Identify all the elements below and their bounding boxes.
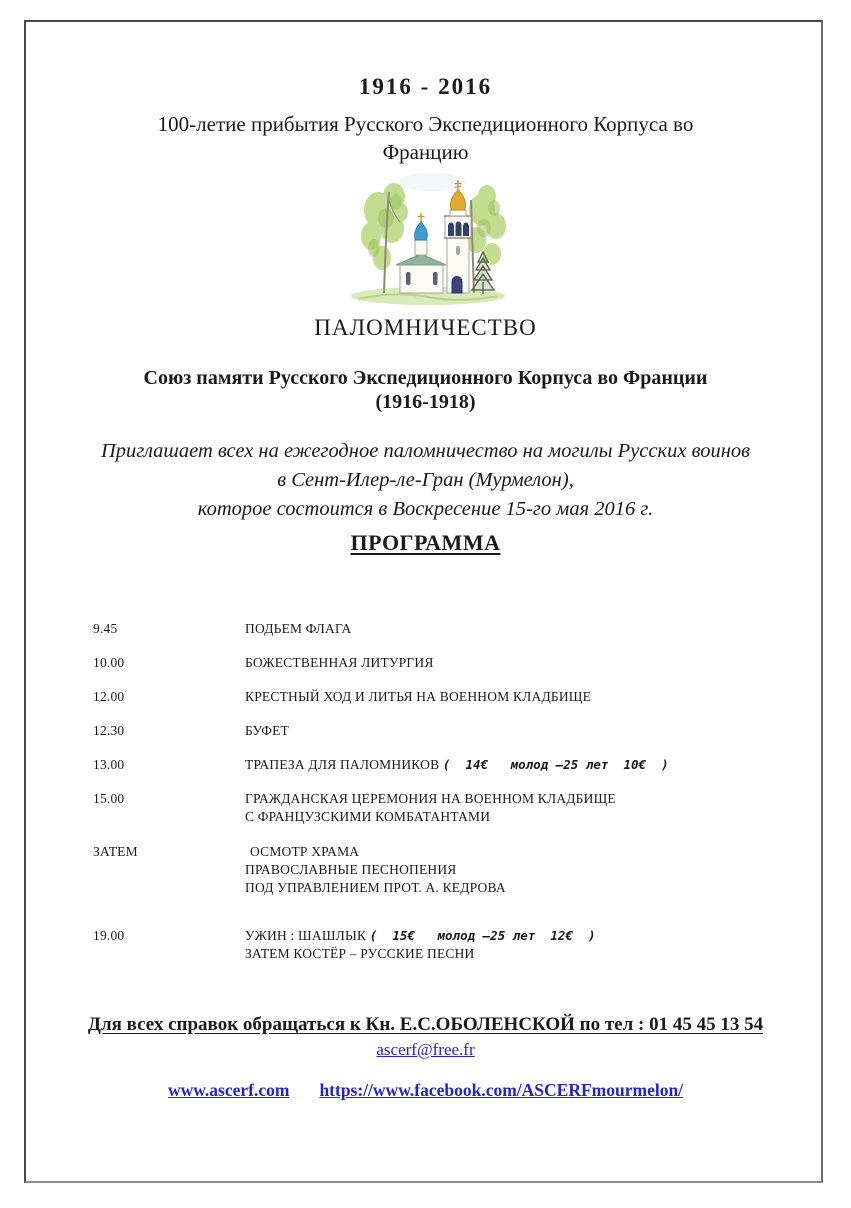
schedule-time: 10.00 — [93, 655, 125, 670]
schedule-time: ЗАТЕМ — [93, 844, 138, 859]
pilgrimage-heading: ПАЛОМНИЧЕСТВО — [314, 315, 537, 340]
schedule-activity: ПОДЬЕМ ФЛАГА — [245, 621, 352, 636]
invitation-line: в Сент-Илер-ле-Гран (Мурмелон), — [277, 469, 574, 491]
schedule-time: 13.00 — [93, 757, 125, 772]
links-row — [0, 1080, 851, 1101]
program-schedule — [93, 620, 773, 979]
schedule-time: 15.00 — [93, 791, 125, 806]
schedule-activity-line: ПРАВОСЛАВНЫЕ ПЕСНОПЕНИЯ — [245, 862, 457, 877]
email-link[interactable]: ascerf@free.fr — [376, 1040, 475, 1059]
schedule-activity — [245, 756, 773, 774]
price-note: ( 14€ молод –25 лет 10€ ) — [442, 757, 669, 772]
schedule-activity-text: УЖИН : ШАШЛЫК — [245, 928, 367, 943]
church-watercolor-icon — [344, 166, 512, 310]
schedule-time: 12.00 — [93, 689, 125, 704]
schedule-time: 9.45 — [93, 621, 118, 636]
schedule-activity-line: ОСМОТР ХРАМА — [250, 844, 360, 859]
schedule-activity-line: ПОД УПРАВЛЕНИЕМ ПРОТ. А. КЕДРОВА — [245, 880, 506, 895]
schedule-activity: КРЕСТНЫЙ ХОД И ЛИТЬЯ НА ВОЕННОМ КЛАДБИЩЕ — [245, 689, 592, 704]
email-row — [0, 1040, 851, 1060]
contact-info: Для всех справок обращаться к Кн. Е.С.ОБОЛЕНСКОЙ по тел : 01 45 45 13 54 — [87, 1014, 764, 1035]
schedule-row — [93, 927, 773, 963]
schedule-activity — [245, 843, 773, 897]
subtitle-line: 100-летие прибытия Русского Экспедиционного Корпуса во — [157, 112, 694, 136]
invitation-text — [0, 437, 851, 524]
union-line: Союз памяти Русского Экспедиционного Корпуса во Франции — [143, 367, 708, 389]
price-note: ( 15€ молод –25 лет 12€ ) — [369, 928, 596, 943]
schedule-row — [93, 790, 773, 826]
schedule-activity-text: ТРАПЕЗА ДЛЯ ПАЛОМНИКОВ — [245, 757, 440, 772]
schedule-row — [93, 722, 773, 740]
schedule-activity-line: ГРАЖДАНСКАЯ ЦЕРЕМОНИЯ НА ВОЕННОМ КЛАДБИЩЕ — [245, 791, 616, 806]
invitation-line: которое состоится в Воскресение 15-го мая 2016 г. — [197, 498, 654, 520]
schedule-activity: БУФЕТ — [245, 723, 289, 738]
schedule-row — [93, 620, 773, 638]
union-line: (1916-1918) — [375, 391, 476, 413]
schedule-time: 19.00 — [93, 928, 125, 943]
church-illustration — [344, 166, 512, 310]
schedule-activity — [245, 790, 773, 826]
schedule-row — [93, 654, 773, 672]
schedule-activity-line: С ФРАНЦУЗСКИМИ КОМБАТАНТАМИ — [245, 809, 491, 824]
invitation-line: Приглашает всех на ежегодное паломничество на могилы Русских воинов — [100, 440, 751, 462]
schedule-activity: БОЖЕСТВЕННАЯ ЛИТУРГИЯ — [245, 655, 434, 670]
schedule-activity-line — [245, 927, 773, 945]
schedule-row — [93, 756, 773, 774]
schedule-row — [93, 843, 773, 897]
union-heading — [0, 366, 851, 414]
program-heading: ПРОГРАММА — [350, 530, 501, 555]
years-title: 1916 - 2016 — [358, 74, 493, 99]
schedule-activity-line: ЗАТЕМ КОСТЁР – РУССКИЕ ПЕСНИ — [245, 946, 475, 961]
subtitle-line: Францию — [382, 140, 469, 164]
schedule-activity — [245, 927, 773, 963]
website-link[interactable]: www.ascerf.com — [167, 1080, 290, 1100]
schedule-row — [93, 688, 773, 706]
facebook-link[interactable]: https://www.facebook.com/ASCERFmourmelon/ — [319, 1080, 684, 1100]
subtitle — [0, 110, 851, 166]
schedule-time: 12.30 — [93, 723, 125, 738]
